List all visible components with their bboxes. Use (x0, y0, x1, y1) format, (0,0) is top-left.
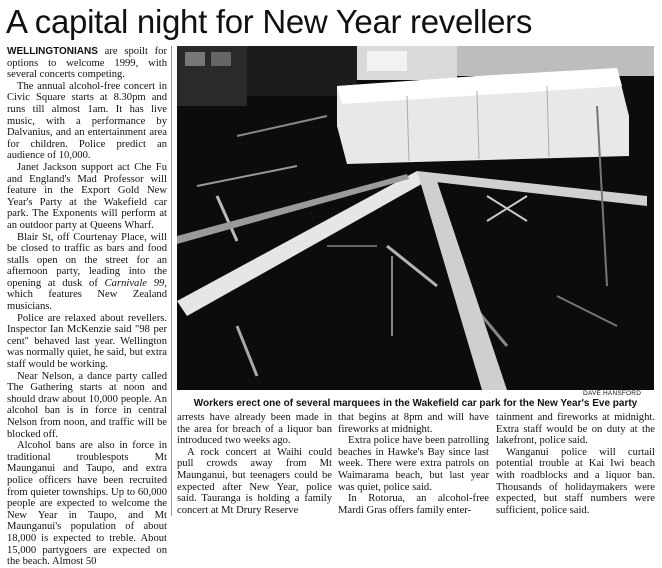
paragraph-1 (7, 46, 167, 81)
paragraph-2: The annual alcohol-free concert in Civic Square starts at 8.30pm and runs till almost 1am. It has live music, with a performance by Dalvanius, and an entertainment area for children. Police predict an audience of 10,000. (7, 80, 167, 162)
column-4-paragraph-1: tainment and fireworks at midnight. Extra staff would be on duty at the lakefront, police said. (496, 412, 655, 447)
paragraph-4-text-a: Blair St, off Courtenay Place, will be closed to traffic as bars and food stalls open on the street for an afternoon party, leading into the opening at dusk of (7, 231, 167, 289)
article-column-1 (7, 46, 167, 568)
article-column-2 (177, 412, 332, 516)
column-3-paragraph-1: that begins at 8pm and will have fireworks at midnight. (338, 412, 489, 435)
lead-word: WELLINGTONIANS (7, 46, 98, 57)
paragraph-4 (7, 232, 167, 313)
news-photo (177, 46, 654, 390)
article-column-4 (496, 412, 655, 516)
column-3-paragraph-3: In Rotorua, an alcohol-free Mardi Gras offers family enter- (338, 493, 489, 516)
photo-caption: Workers erect one of several marquees in the Wakefield car park for the New Year's Eve party (193, 398, 638, 409)
event-name: Carnivale 99 (104, 277, 165, 289)
paragraph-3: Janet Jackson support act Che Fu and England's Mad Professor will feature in the Export Gold New Year's Party at the Wakefield car park. The Exponents will perform at an outdoor party at Queens Wharf. (7, 161, 167, 231)
marquee-photo-image (177, 46, 654, 390)
column-2-paragraph-1: arrests have already been made in the area for breach of a liquor ban introduced two weeks ago. (177, 412, 332, 447)
headline: A capital night for New Year revellers (6, 3, 533, 40)
column-3-paragraph-2: Extra police have been patrolling beaches in Hawke's Bay since last week. There were extra patrols on Waimarama beach, but last year was quiet, police said. (338, 435, 489, 493)
paragraph-5: Police are relaxed about revellers. Inspector Ian McKenzie said "98 per cent" behaved last year. Wellington was normally quiet, he said, but extra staff would be working. (7, 312, 167, 371)
paragraph-7: Alcohol bans are also in force in traditional troublespots Mt Maunganui and Taupo, and extra police officers have been recruited from quieter townships. Up to 60,000 people are expected to welcome the New Year in Taupo, and Mt Maunganui's population of about 18,000 is expected to treble. About 15,000 partygoers are expected on the beach. Almost 50 (7, 440, 167, 568)
paragraph-6: Near Nelson, a dance party called The Gathering starts at noon and should draw about 10,000 people. An alcohol ban is in force in central Nelson from noon, and traffic will be blocked off. (7, 370, 167, 440)
paragraph-4-text-b: , which features New Zealand musicians. (7, 277, 167, 313)
photo-credit: DAVE HANSFORD (583, 390, 642, 397)
paragraph-1-text: are spoilt for options to welcome 1999, with several concerts competing. (7, 46, 167, 81)
article-column-3 (338, 412, 489, 516)
column-2-paragraph-2: A rock concert at Waihi could pull crowds away from Mt Maunganui, but teenagers could be expected after New Year, police said. Tauranga is holding a family concert at Mt Drury Reserve (177, 446, 332, 516)
column-rule (171, 46, 172, 516)
column-4-paragraph-2: Wanganui police will curtail potential trouble at Kai Iwi beach with roadblocks and a liquor ban. Thousands of holidaymakers were expected, but staff numbers were sufficient, police said. (496, 446, 655, 516)
